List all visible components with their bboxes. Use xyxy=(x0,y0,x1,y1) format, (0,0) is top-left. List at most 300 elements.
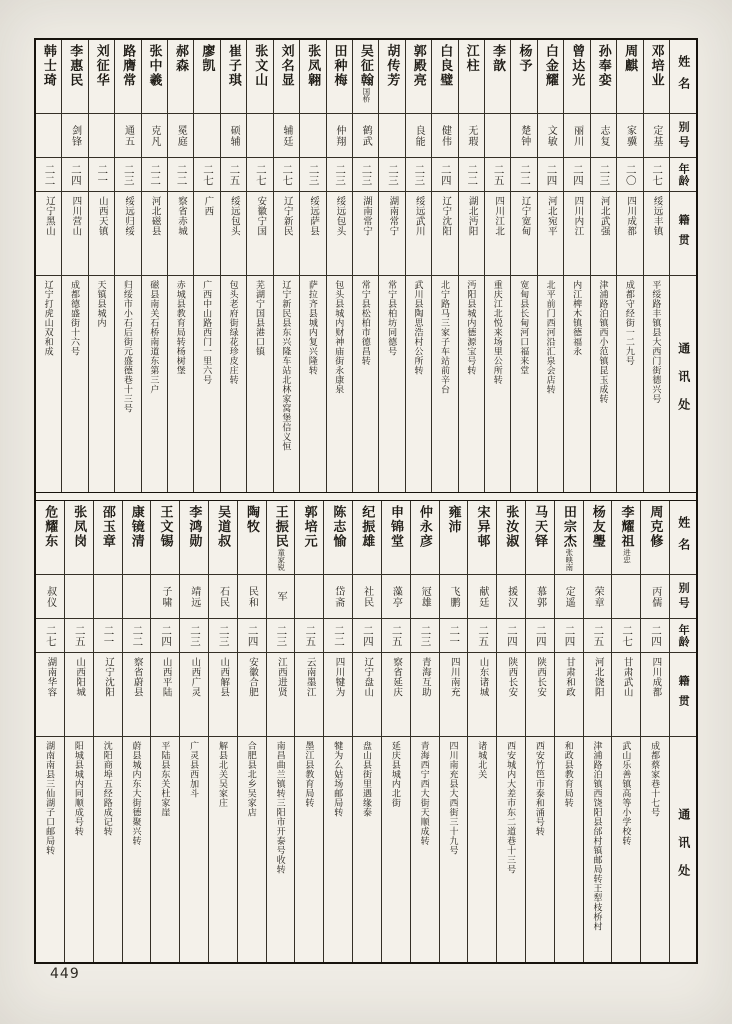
native-cell xyxy=(238,653,266,737)
address-cell xyxy=(406,276,431,492)
age-cell xyxy=(36,619,64,653)
name-text xyxy=(533,505,548,549)
alias-cell xyxy=(94,575,122,619)
alias-text: 文敏 xyxy=(545,124,557,147)
alias-cell xyxy=(468,575,496,619)
native-text: 河北武强 xyxy=(598,196,609,236)
person-name: 宋异邨 xyxy=(475,505,491,549)
name-cell xyxy=(468,501,496,575)
age-cell xyxy=(65,619,93,653)
address-cell xyxy=(300,276,325,492)
name-text xyxy=(158,505,173,549)
alias-text: 剑锋 xyxy=(69,124,81,147)
native-cell xyxy=(65,653,93,737)
native-cell xyxy=(564,192,589,276)
native-text: 江西进贤 xyxy=(275,657,286,697)
alias-cell xyxy=(180,575,208,619)
alias-cell xyxy=(238,575,266,619)
address-text: 赤城县教育局转杨树堡 xyxy=(175,280,186,375)
alias-cell xyxy=(591,114,616,158)
age-cell xyxy=(497,619,525,653)
entry-column xyxy=(266,501,295,962)
person-name: 危耀东 xyxy=(43,505,59,549)
native-cell xyxy=(511,192,536,276)
person-name: 白金耀 xyxy=(543,44,559,88)
native-text: 四川江北 xyxy=(493,196,504,236)
alias-text: 军 xyxy=(275,591,287,602)
address-text: 武山乐善镇高等小学校转 xyxy=(621,741,632,846)
address-cell xyxy=(353,737,381,962)
address-cell xyxy=(538,276,563,492)
alias-text: 叔仪 xyxy=(44,585,56,608)
native-text: 河北磁县 xyxy=(149,196,160,236)
alias-text: 援汉 xyxy=(505,585,517,608)
address-cell xyxy=(327,276,352,492)
name-text xyxy=(43,505,58,549)
native-text: 绥远萨县 xyxy=(308,196,319,236)
person-name: 韩士琦 xyxy=(41,44,57,88)
name-text xyxy=(543,44,558,88)
age-text: 二七 xyxy=(44,624,56,647)
native-text: 辽宁沈阳 xyxy=(440,196,451,236)
address-text: 广西中山路西门一里六号 xyxy=(202,280,213,385)
entry-column xyxy=(273,40,299,492)
age-text: 二三 xyxy=(188,624,200,647)
name-cell xyxy=(538,40,563,114)
name-text xyxy=(68,44,83,88)
native-text: 绥远包头 xyxy=(334,196,345,236)
address-text: 墨江县教育局转 xyxy=(304,741,315,808)
name-cell xyxy=(324,501,352,575)
native-cell xyxy=(151,653,179,737)
address-text: 青海西宁西大街天顺成转 xyxy=(419,741,430,846)
alias-cell xyxy=(511,114,536,158)
name-text xyxy=(570,44,585,88)
alias-cell xyxy=(497,575,525,619)
address-text: 阳城县城内同顺成号转 xyxy=(73,741,84,836)
age-text: 二四 xyxy=(361,624,373,647)
alias-text: 丽川 xyxy=(571,124,583,147)
entry-column xyxy=(381,501,410,962)
alias-cell xyxy=(36,575,64,619)
address-cell xyxy=(89,276,114,492)
native-cell xyxy=(274,192,299,276)
age-cell xyxy=(194,158,219,192)
age-cell xyxy=(617,158,642,192)
alias-text: 子啸 xyxy=(159,585,171,608)
native-cell xyxy=(468,653,496,737)
name-text xyxy=(417,505,432,549)
native-text: 辽宁沈阳 xyxy=(102,657,113,697)
address-cell xyxy=(526,737,554,962)
row-header-label: 籍贯 xyxy=(677,213,690,254)
address-cell xyxy=(274,276,299,492)
entry-column xyxy=(299,40,325,492)
address-cell xyxy=(247,276,272,492)
name-cell xyxy=(151,501,179,575)
alias-text: 无瑕 xyxy=(465,124,477,147)
entry-column xyxy=(405,40,431,492)
entry-column xyxy=(294,501,323,962)
address-cell xyxy=(379,276,404,492)
entry-column xyxy=(36,40,61,492)
age-text: 二七 xyxy=(281,163,293,186)
person-name: 曾达光 xyxy=(570,44,586,88)
person-name: 杨友璺 xyxy=(590,505,606,549)
address-text: 南昌曲兰镇转三阳市开泰号收转 xyxy=(275,741,286,874)
native-cell xyxy=(617,192,642,276)
person-name: 康镜清 xyxy=(129,505,145,549)
address-text: 西安城内大差市东二道巷十三号 xyxy=(506,741,517,874)
address-text: 常宁县松柏市德昌转 xyxy=(360,280,371,366)
name-text xyxy=(648,505,663,549)
age-text: 二〇 xyxy=(624,163,636,186)
address-cell xyxy=(36,276,61,492)
name-cell xyxy=(591,40,616,114)
entry-column xyxy=(537,40,563,492)
name-text xyxy=(464,44,479,73)
entry-column xyxy=(64,501,93,962)
alias-text: 定基 xyxy=(650,124,662,147)
age-text: 二四 xyxy=(246,624,258,647)
name-cell xyxy=(511,40,536,114)
alias-cell xyxy=(209,575,237,619)
alias-text: 定遥 xyxy=(563,585,575,608)
alias-cell xyxy=(617,114,642,158)
name-cell xyxy=(641,501,669,575)
alias-text: 克凡 xyxy=(148,124,160,147)
person-name: 吴道叔 xyxy=(216,505,232,549)
native-cell xyxy=(209,653,237,737)
alias-text: 飞鹏 xyxy=(448,585,459,608)
address-cell xyxy=(62,276,87,492)
name-cell xyxy=(353,501,381,575)
entry-column xyxy=(484,40,510,492)
native-text: 陕西长安 xyxy=(506,657,517,697)
age-text: 二四 xyxy=(160,624,172,647)
entry-column xyxy=(611,501,640,962)
age-cell xyxy=(641,619,669,653)
row-header-cell xyxy=(670,40,696,114)
age-text: 二三 xyxy=(386,163,398,186)
age-cell xyxy=(406,158,431,192)
person-name: 李惠民 xyxy=(68,44,84,88)
alias-cell xyxy=(89,114,114,158)
address-cell xyxy=(432,276,457,492)
name-text xyxy=(147,44,162,88)
address-text: 成都蔡家巷十七号 xyxy=(650,741,661,817)
age-cell xyxy=(379,158,404,192)
native-text: 甘肃和政 xyxy=(563,657,574,697)
name-text xyxy=(358,44,373,103)
entry-column xyxy=(326,40,352,492)
address-cell xyxy=(411,737,439,962)
person-name: 申锦堂 xyxy=(389,505,405,549)
roster-table-bottom xyxy=(36,501,696,962)
native-cell xyxy=(526,653,554,737)
person-name: 张汝淑 xyxy=(504,505,520,549)
alias-text: 冠雄 xyxy=(419,585,431,608)
age-cell xyxy=(353,158,378,192)
name-cell xyxy=(142,40,167,114)
name-cell xyxy=(564,40,589,114)
age-cell xyxy=(432,158,457,192)
person-name: 张凤岗 xyxy=(72,505,88,549)
native-cell xyxy=(36,653,64,737)
address-text: 磁县南关石桥南道东第三户 xyxy=(149,280,160,394)
address-cell xyxy=(94,737,122,962)
address-text: 诸城北关 xyxy=(477,741,488,779)
age-cell xyxy=(612,619,640,653)
person-name: 邓培业 xyxy=(649,44,665,88)
entry-column xyxy=(616,40,642,492)
address-text: 合肥县北乡吴家店 xyxy=(246,741,257,817)
entry-column xyxy=(467,501,496,962)
alias-cell xyxy=(459,114,484,158)
name-text xyxy=(331,505,346,549)
person-name: 李歆 xyxy=(491,44,507,73)
address-text: 延庆县城内北街 xyxy=(390,741,401,808)
age-text: 二一 xyxy=(102,624,114,647)
native-text: 四川内江 xyxy=(572,196,583,236)
native-text: 山西天镇 xyxy=(96,196,107,236)
row-header-label: 别号 xyxy=(677,581,690,612)
address-cell xyxy=(168,276,193,492)
address-cell xyxy=(468,737,496,962)
address-cell xyxy=(459,276,484,492)
age-text: 二五 xyxy=(228,163,240,186)
name-text xyxy=(504,505,519,549)
address-text: 重庆江北悦来场里公所转 xyxy=(492,280,503,385)
name-cell xyxy=(617,40,642,114)
age-cell xyxy=(94,619,122,653)
address-cell xyxy=(209,737,237,962)
person-name: 郝森 xyxy=(173,44,189,73)
address-text: 天镇县城内 xyxy=(96,280,107,328)
age-cell xyxy=(238,619,266,653)
native-cell xyxy=(36,192,61,276)
native-text: 甘肃武山 xyxy=(621,657,632,697)
name-cell xyxy=(209,501,237,575)
alias-text: 荣章 xyxy=(592,585,604,608)
alias-cell xyxy=(382,575,410,619)
age-cell xyxy=(209,619,237,653)
person-name: 郭培元 xyxy=(302,505,318,549)
name-text xyxy=(332,44,347,88)
native-cell xyxy=(584,653,612,737)
address-text: 成都守经街一二九号 xyxy=(624,280,635,366)
person-name-annotation: 童家锐 xyxy=(276,548,286,571)
name-text xyxy=(411,44,426,88)
person-name: 廖凯 xyxy=(200,44,216,73)
address-cell xyxy=(511,276,536,492)
age-text: 二四 xyxy=(505,624,517,647)
alias-text: 丙儒 xyxy=(649,585,661,608)
alias-text: 硕辅 xyxy=(228,124,240,147)
alias-text: 岱斋 xyxy=(332,585,344,608)
address-cell xyxy=(591,276,616,492)
entry-column xyxy=(590,40,616,492)
alias-cell xyxy=(151,575,179,619)
age-text: 二二 xyxy=(333,624,345,647)
person-name: 周克修 xyxy=(648,505,664,549)
age-cell xyxy=(644,158,669,192)
native-text: 察省蔚县 xyxy=(131,657,142,697)
entry-column xyxy=(378,40,404,492)
name-text xyxy=(389,505,404,549)
age-text: 二一 xyxy=(448,624,460,647)
alias-cell xyxy=(327,114,352,158)
alias-cell xyxy=(194,114,219,158)
age-text: 二三 xyxy=(419,624,431,647)
age-text: 二二 xyxy=(43,163,55,186)
alias-cell xyxy=(644,114,669,158)
address-text: 常宁县柏坊同德号 xyxy=(387,280,398,356)
entry-column xyxy=(61,40,87,492)
person-name: 白良璧 xyxy=(438,44,454,88)
address-text: 津浦路泊镇西饶阳县邰村镇邮局转王犁枝桥村 xyxy=(592,741,603,931)
native-text: 湖北沔阳 xyxy=(466,196,477,236)
address-cell xyxy=(617,276,642,492)
name-text xyxy=(438,44,453,88)
age-text: 二二 xyxy=(175,163,187,186)
address-text: 内江椑木镇德福永 xyxy=(572,280,583,356)
person-name-annotation: 进忠 xyxy=(622,548,632,564)
alias-text: 健伟 xyxy=(439,124,451,147)
address-text: 西安竹笆市泰和涌号转 xyxy=(534,741,545,836)
alias-cell xyxy=(584,575,612,619)
name-cell xyxy=(459,40,484,114)
age-text: 二五 xyxy=(73,624,85,647)
name-cell xyxy=(555,501,583,575)
age-text: 二二 xyxy=(131,624,143,647)
name-cell xyxy=(274,40,299,114)
age-text: 二四 xyxy=(649,624,661,647)
name-text xyxy=(475,505,490,549)
person-name: 周麒 xyxy=(623,44,639,73)
entry-column xyxy=(510,40,536,492)
address-text: 北宁路马三家子车站前辛台 xyxy=(439,280,450,394)
age-cell xyxy=(555,619,583,653)
name-cell xyxy=(238,501,266,575)
age-cell xyxy=(526,619,554,653)
name-text xyxy=(360,505,375,549)
name-cell xyxy=(497,501,525,575)
alias-cell xyxy=(142,114,167,158)
row-header-cell xyxy=(670,653,696,737)
native-cell xyxy=(440,653,468,737)
alias-cell xyxy=(555,575,583,619)
name-cell xyxy=(526,501,554,575)
person-name: 路膺常 xyxy=(121,44,137,88)
row-header-cell xyxy=(670,737,696,962)
name-cell xyxy=(36,40,61,114)
native-text: 绥远归绥 xyxy=(123,196,134,236)
native-cell xyxy=(555,653,583,737)
name-text xyxy=(72,505,87,549)
alias-text: 靖远 xyxy=(188,585,200,608)
name-cell xyxy=(327,40,352,114)
age-cell xyxy=(168,158,193,192)
entry-column xyxy=(323,501,352,962)
name-cell xyxy=(440,501,468,575)
person-name: 田宗杰 xyxy=(561,505,577,549)
name-text xyxy=(561,505,576,571)
entry-column xyxy=(410,501,439,962)
address-text: 北平前门西河沿汇泉会店转 xyxy=(545,280,556,394)
native-cell xyxy=(497,653,525,737)
name-cell xyxy=(411,501,439,575)
person-name: 崔子琪 xyxy=(226,44,242,88)
entry-column xyxy=(643,40,669,492)
native-cell xyxy=(353,192,378,276)
person-name: 张凤翱 xyxy=(306,44,322,88)
native-text: 四川成都 xyxy=(625,196,636,236)
name-cell xyxy=(123,501,151,575)
alias-text: 冕庭 xyxy=(175,124,187,147)
address-cell xyxy=(151,737,179,962)
age-cell xyxy=(221,158,246,192)
alias-text: 楚钟 xyxy=(518,124,530,147)
person-name: 纪振雄 xyxy=(360,505,376,549)
native-cell xyxy=(382,653,410,737)
name-cell xyxy=(115,40,140,114)
address-text: 沔阳县城内德源宝号转 xyxy=(466,280,477,375)
name-text xyxy=(226,44,241,88)
alias-text: 社民 xyxy=(361,585,373,608)
native-cell xyxy=(94,653,122,737)
name-text xyxy=(623,44,638,73)
address-cell xyxy=(238,737,266,962)
name-text xyxy=(306,44,321,88)
native-text: 云南墨江 xyxy=(304,657,315,697)
name-text xyxy=(273,505,288,571)
address-cell xyxy=(36,737,64,962)
entry-column xyxy=(439,501,468,962)
name-cell xyxy=(247,40,272,114)
name-cell xyxy=(89,40,114,114)
native-text: 广西 xyxy=(202,196,213,216)
age-cell xyxy=(468,619,496,653)
address-text: 四川南充县大西街三十九号 xyxy=(448,741,459,855)
name-cell xyxy=(379,40,404,114)
address-cell xyxy=(485,276,510,492)
age-text: 二三 xyxy=(217,624,229,647)
native-cell xyxy=(142,192,167,276)
native-text: 辽宁宽甸 xyxy=(519,196,530,236)
alias-text: 家骥 xyxy=(624,124,636,147)
name-text xyxy=(216,505,231,549)
age-cell xyxy=(115,158,140,192)
age-cell xyxy=(274,158,299,192)
name-text xyxy=(279,44,294,88)
address-cell xyxy=(353,276,378,492)
name-text xyxy=(385,44,400,88)
address-cell xyxy=(497,737,525,962)
age-cell xyxy=(89,158,114,192)
age-cell xyxy=(564,158,589,192)
name-cell xyxy=(406,40,431,114)
native-text: 四川犍为 xyxy=(333,657,344,697)
name-cell xyxy=(382,501,410,575)
native-text: 山西广灵 xyxy=(189,657,200,697)
alias-text: 通五 xyxy=(122,124,134,147)
person-name: 王文锡 xyxy=(158,505,174,549)
name-cell xyxy=(221,40,246,114)
address-cell xyxy=(194,276,219,492)
name-text xyxy=(590,505,605,549)
name-text xyxy=(244,505,259,534)
